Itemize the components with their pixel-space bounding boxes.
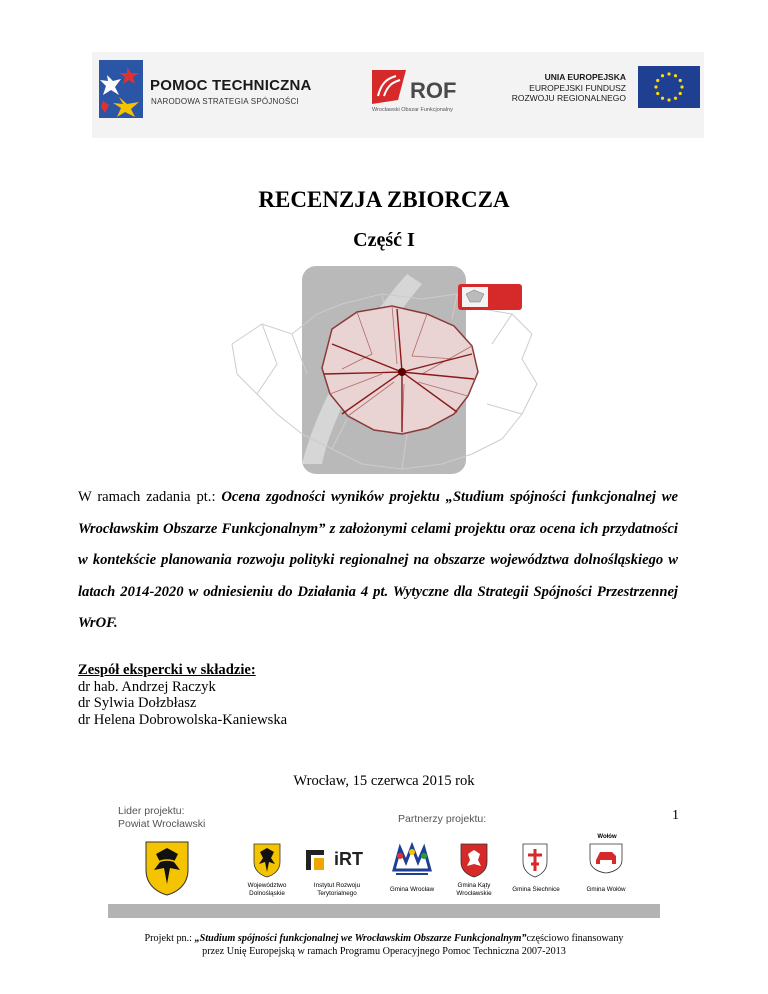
task-description xyxy=(78,482,678,640)
page-number: 1 xyxy=(672,808,679,823)
eu-star-icon xyxy=(667,98,670,101)
wroclaw-logo-icon xyxy=(390,842,434,878)
eu-star-icon xyxy=(680,85,683,88)
eu-star-icon xyxy=(654,85,657,88)
eu-star-icon xyxy=(656,79,659,82)
pomoc-techniczna-title: POMOC TECHNICZNA xyxy=(150,77,312,94)
rof-logo-icon xyxy=(370,66,410,106)
project-note xyxy=(0,932,768,958)
eu-line-2: EUROPEJSKI FUNDUSZ xyxy=(529,82,626,93)
project-note-line-2: przez Unię Europejską w ramach Programu Operacyjnego Pomoc Techniczna 2007-2013 xyxy=(202,946,566,957)
page-subtitle: Część I xyxy=(353,229,415,251)
team-heading: Zespół ekspercki w składzie: xyxy=(78,662,256,678)
team-member: dr Helena Dobrowolska-Kaniewska xyxy=(78,711,288,728)
eu-star-icon xyxy=(661,74,664,77)
leader-label: Lider projektu: xyxy=(118,805,185,817)
eu-star-icon xyxy=(667,72,670,75)
wojewodztwo-crest-icon xyxy=(252,842,282,878)
rof-subtitle: Wrocławski Obszar Funkcjonalny xyxy=(372,107,453,113)
footer-bar xyxy=(108,904,660,918)
katy-wroclawskie-crest-icon xyxy=(459,842,489,878)
wolow-crest-text: Wołów xyxy=(597,834,617,840)
partner-name: Gmina Wrocław xyxy=(389,886,435,893)
project-note-suffix: częściowo finansowany xyxy=(526,933,624,944)
eu-flag-icon xyxy=(638,66,700,108)
page-title: RECENZJA ZBIORCZA xyxy=(258,187,510,212)
project-note-prefix: Projekt pn.: xyxy=(144,933,195,944)
partner-name: Gmina Siechnice xyxy=(512,886,560,893)
leader-block xyxy=(118,805,205,831)
eu-star-icon xyxy=(679,79,682,82)
eu-line-3: ROZWOJU REGIONALNEGO xyxy=(511,93,626,103)
eu-star-icon xyxy=(674,97,677,100)
rof-label: ROF xyxy=(410,78,457,103)
task-intro: W ramach zadania pt.: xyxy=(78,489,222,505)
partner-name: Województwo Dolnośląskie xyxy=(247,882,287,897)
partner-name: Gmina Wołów xyxy=(586,886,626,893)
team-member: dr Sylwia Dołzbłasz xyxy=(78,695,197,711)
expert-team xyxy=(78,662,287,728)
wolow-crest-icon xyxy=(588,842,624,874)
partner-name: Gmina Kąty Wrocławskie xyxy=(456,882,492,897)
project-note-title: „Studium spójności funkcjonalnej we Wrocławskim Obszarze Funkcjonalnym” xyxy=(194,933,527,944)
eu-star-icon xyxy=(661,97,664,100)
pomoc-techniczna-logo-icon xyxy=(97,57,147,122)
team-member: dr hab. Andrzej Raczyk xyxy=(78,678,216,695)
powiat-wroclawski-crest-icon xyxy=(144,840,190,896)
partner-name: Instytut Rozwoju Terytorialnego xyxy=(313,882,361,897)
place-date: Wrocław, 15 czerwca 2015 rok xyxy=(293,773,475,789)
region-map-illustration xyxy=(222,264,546,476)
eu-text-block xyxy=(508,72,626,104)
eu-star-icon xyxy=(656,92,659,95)
eu-star-icon xyxy=(674,74,677,77)
task-title: Ocena zgodności wyników projektu „Studium spójności funkcjonalnej we Wrocławskim Obszarze Funkcjonalnym” z założonymi celami projektu oraz ocena ich przydatności w kontekście planowania rozwoju polityki regionalnej na obszarze województwa dolnośląskiego w latach 2014-2020 w odniesieniu do Działania 4 pt. Wytyczne dla Strategii Spójności Przestrzennej WrOF. xyxy=(78,489,678,631)
pomoc-techniczna-subtitle: NARODOWA STRATEGIA SPÓJNOŚCI xyxy=(151,97,299,106)
irt-logo-icon xyxy=(306,850,332,872)
irt-logo-text: iRT xyxy=(334,849,363,869)
leader-name: Powiat Wrocławski xyxy=(118,818,206,830)
eu-line-1: UNIA EUROPEJSKA xyxy=(544,72,626,82)
eu-star-icon xyxy=(679,92,682,95)
partners-label: Partnerzy projektu: xyxy=(398,813,487,825)
siechnice-crest-icon xyxy=(521,842,549,878)
